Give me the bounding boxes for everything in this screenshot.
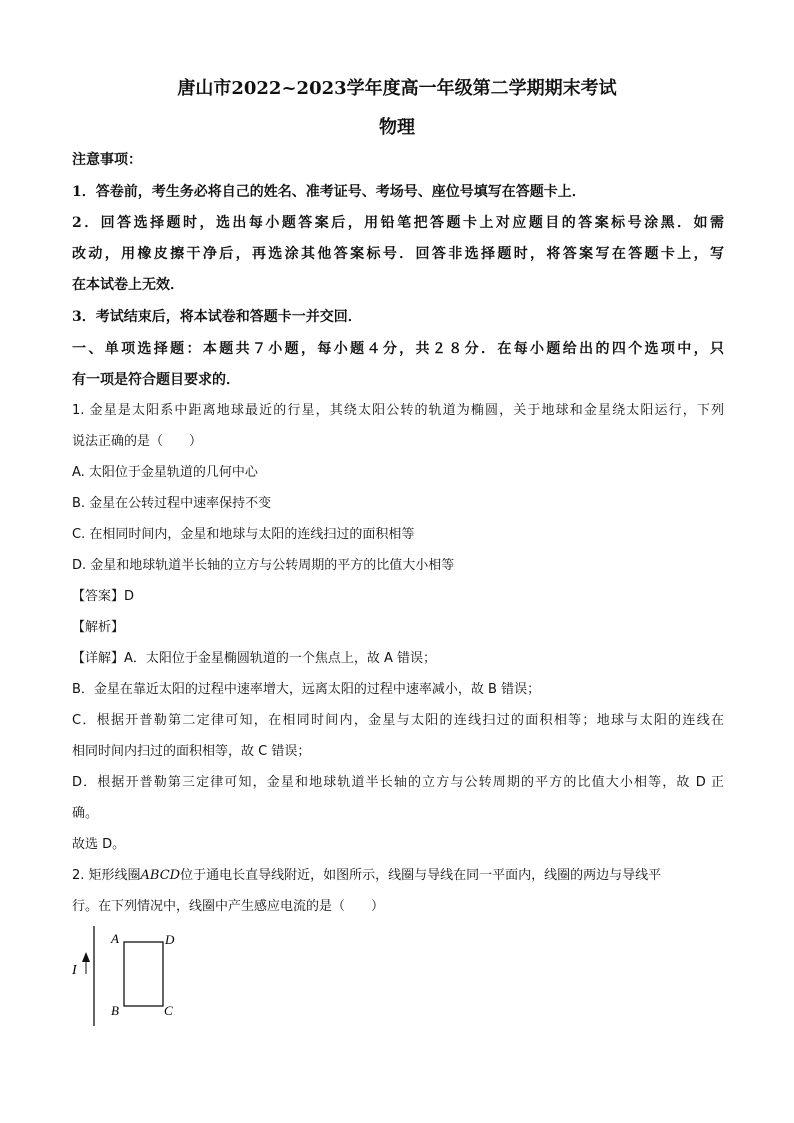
q1-detail-line-5: D．根据开普勒第三定律可知，金星和地球轨道半长轴的立方与公转周期的平方的比值大小相等，故 D 正 (72, 775, 724, 790)
corner-d-label: D (165, 932, 175, 947)
note-item-3: 3．考试结束后，将本试卷和答题卡一并交回． (72, 309, 362, 325)
q1-detail-line-6: 确。 (72, 806, 99, 821)
section-heading-line-2: 有一项是符合题目要求的． (72, 372, 240, 388)
q1-stem-line-2: 说法正确的是（ ） (72, 434, 203, 449)
corner-a-label: A (111, 931, 119, 946)
q1-analysis-label: 【解析】 (72, 620, 125, 635)
q1-option-c: C. 在相同时间内，金星和地球与太阳的连线扫过的面积相等 (72, 527, 415, 542)
notes-heading: 注意事项： (72, 152, 142, 168)
q1-detail-line-3: C．根据开普勒第二定律可知，在相同时间内，金星与太阳的连线扫过的面积相等；地球与太阳的连线在 (72, 713, 724, 728)
q2-stem-suffix: 位于通电长直导线附近，如图所示，线圈与导线在同一平面内，线圈的两边与导线平 (180, 868, 662, 883)
q1-detail-line-2: B．金星在靠近太阳的过程中速率增大，远离太阳的过程中速率减小，故 B 错误； (72, 682, 541, 697)
coil-rectangle (124, 942, 163, 1006)
corner-b-label: B (111, 1003, 119, 1018)
q2-stem-variable: ABCD (140, 868, 181, 883)
answer-value: D (124, 589, 135, 604)
q1-option-d: D. 金星和地球轨道半长轴的立方与公转周期的平方的比值大小相等 (72, 558, 455, 573)
q1-option-b: B. 金星在公转过程中速率保持不变 (72, 496, 272, 511)
subject-title: 物理 (379, 117, 415, 138)
q1-option-a: A. 太阳位于金星轨道的几何中心 (72, 465, 258, 480)
q1-conclusion: 故选 D。 (72, 837, 126, 852)
q1-answer (72, 587, 724, 607)
q2-stem-prefix: 2. 矩形线圈 (72, 868, 141, 883)
exam-title: 唐山市2022~2023学年度高一年级第二学期期末考试 (177, 78, 617, 99)
current-label: I (72, 963, 77, 978)
note-item-2-line-1: 2．回答选择题时，选出每小题答案后，用铅笔把答题卡上对应题目的答案标号涂黑．如需 (72, 215, 724, 231)
note-item-2-line-2: 改动，用橡皮擦干净后，再选涂其他答案标号．回答非选择题时，将答案写在答题卡上，写 (72, 246, 724, 262)
answer-label: 【答案】 (72, 589, 125, 604)
arrow-head-icon (82, 952, 90, 962)
section-heading-line-1: 一、单项选择题：本题共７小题，每小题４分，共２８分．在每小题给出的四个选项中，只 (72, 341, 724, 357)
corner-c-label: C (164, 1003, 173, 1018)
q1-detail-line-1: 【详解】A．太阳位于金星椭圆轨道的一个焦点上，故 A 错误； (72, 651, 437, 666)
note-item-2-line-3: 在本试卷上无效． (72, 277, 184, 293)
q2-stem-line-1 (72, 866, 724, 886)
q2-stem-line-2: 行。在下列情况中，线圈中产生感应电流的是（ ） (72, 899, 385, 914)
note-item-1: 1．答卷前，考生务必将自己的姓名、准考证号、考场号、座位号填写在答题卡上． (72, 184, 586, 200)
q1-stem-line-1: 1. 金星是太阳系中距离地球最近的行星，其绕太阳公转的轨道为椭圆，关于地球和金星绕太阳运行，下列 (72, 403, 724, 418)
q2-figure (66, 926, 206, 1036)
q1-detail-line-4: 相同时间内扫过的面积相等，故 C 错误； (72, 744, 311, 759)
